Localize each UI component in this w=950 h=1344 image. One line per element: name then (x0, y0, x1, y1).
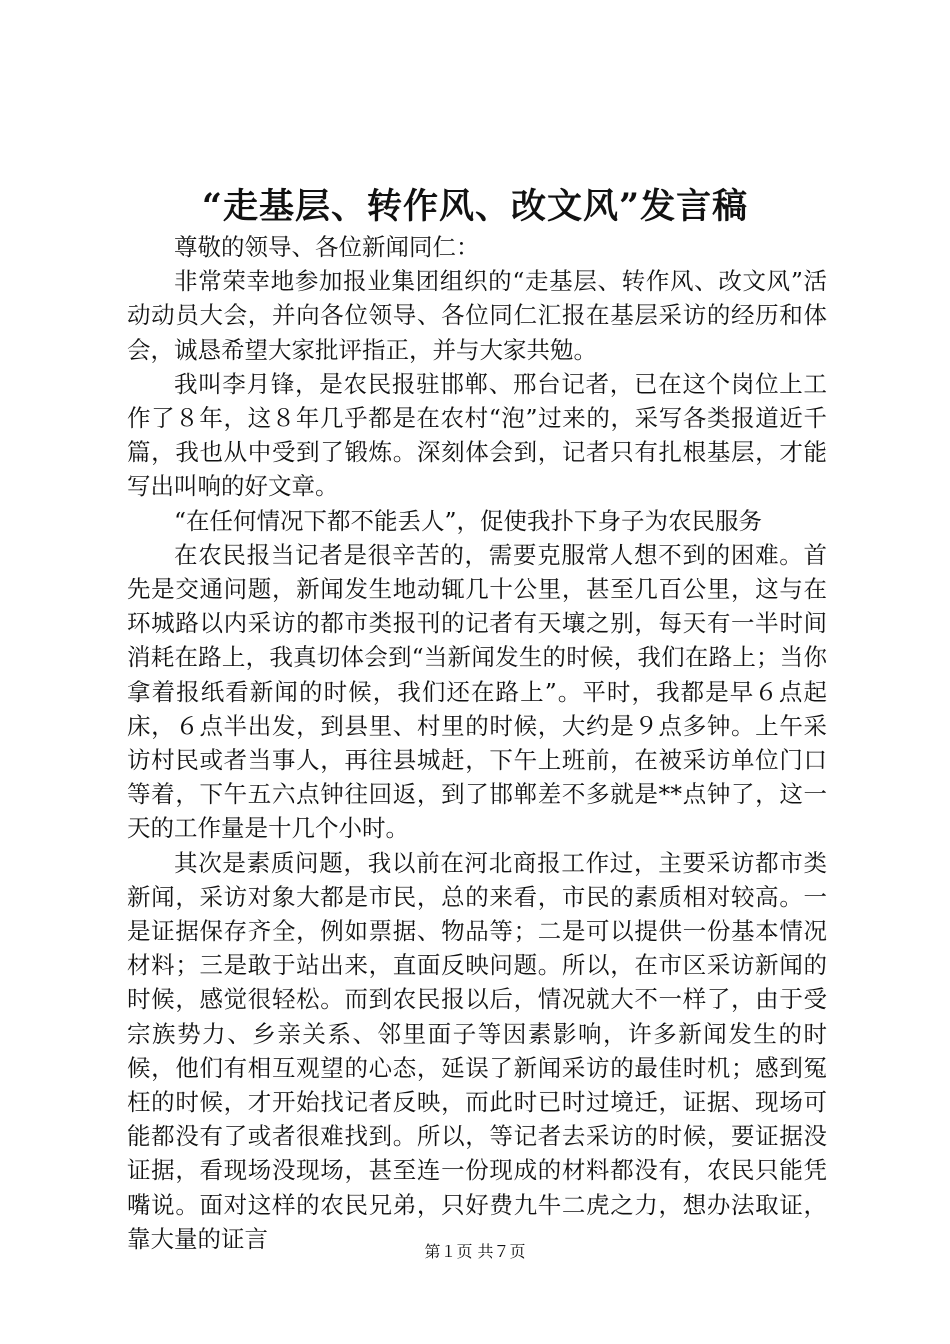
paragraph: 非常荣幸地参加报业集团组织的“走基层、转作风、改文风”活动动员大会，并向各位领导、各位同仁汇报在基层采访的经历和体会，诚恳希望大家批评指正，并与大家共勉。 (127, 267, 827, 364)
paragraph: 在农民报当记者是很辛苦的，需要克服常人想不到的困难。首先是交通问题，新闻发生地动辄几十公里，甚至几百公里，这与在环城路以内采访的都市类报刊的记者有天壤之别，每天有一半时间消耗在路上，我真切体会到“当新闻发生的时候，我们在路上；当你拿着报纸看新闻的时候，我们还在路上”。平时，我都是早６点起床，６点半出发，到县里、村里的时候，大约是９点多钟。上午采访村民或者当事人，再往县城赶，下午上班前，在被采访单位门口等着，下午五六点钟往回返，到了邯郸差不多就是**点钟了，这一天的工作量是十几个小时。 (127, 540, 827, 843)
salutation: 尊敬的领导、各位新闻同仁： (174, 233, 480, 261)
paragraph: 我叫李月锋，是农民报驻邯郸、邢台记者，已在这个岗位上工作了８年，这８年几乎都是在农村“泡”过来的，采写各类报道近千篇，我也从中受到了锻炼。深刻体会到，记者只有扎根基层，才能写出叫响的好文章。 (127, 369, 827, 501)
document-body (127, 230, 827, 1256)
document-title: “走基层、转作风、改文风”发言稿 (201, 186, 749, 227)
section-heading: “在任何情况下都不能丢人”，促使我扑下身子为农民服务 (174, 506, 763, 535)
paragraph: 其次是素质问题，我以前在河北商报工作过，主要采访都市类新闻，采访对象大都是市民，总的来看，市民的素质相对较高。一是证据保存齐全，例如票据、物品等；二是可以提供一份基本情况材料；三是敢于站出来，直面反映问题。所以，在市区采访新闻的时候，感觉很轻松。而到农民报以后，情况就大不一样了，由于受宗族势力、乡亲关系、邻里面子等因素影响，许多新闻发生的时候，他们有相互观望的心态，延误了新闻采访的最佳时机；感到冤枉的时候，才开始找记者反映，而此时已时过境迁，证据、现场可能都没有了或者很难找到。所以，等记者去采访的时候，要证据没证据，看现场没现场，甚至连一份现成的材料都没有，农民只能凭嘴说。面对这样的农民兄弟，只好费九牛二虎之力，想办法取证，靠大量的证言 (127, 848, 827, 1253)
page-number: 第１页 共７页 (424, 1242, 526, 1261)
page-footer (0, 1241, 950, 1263)
